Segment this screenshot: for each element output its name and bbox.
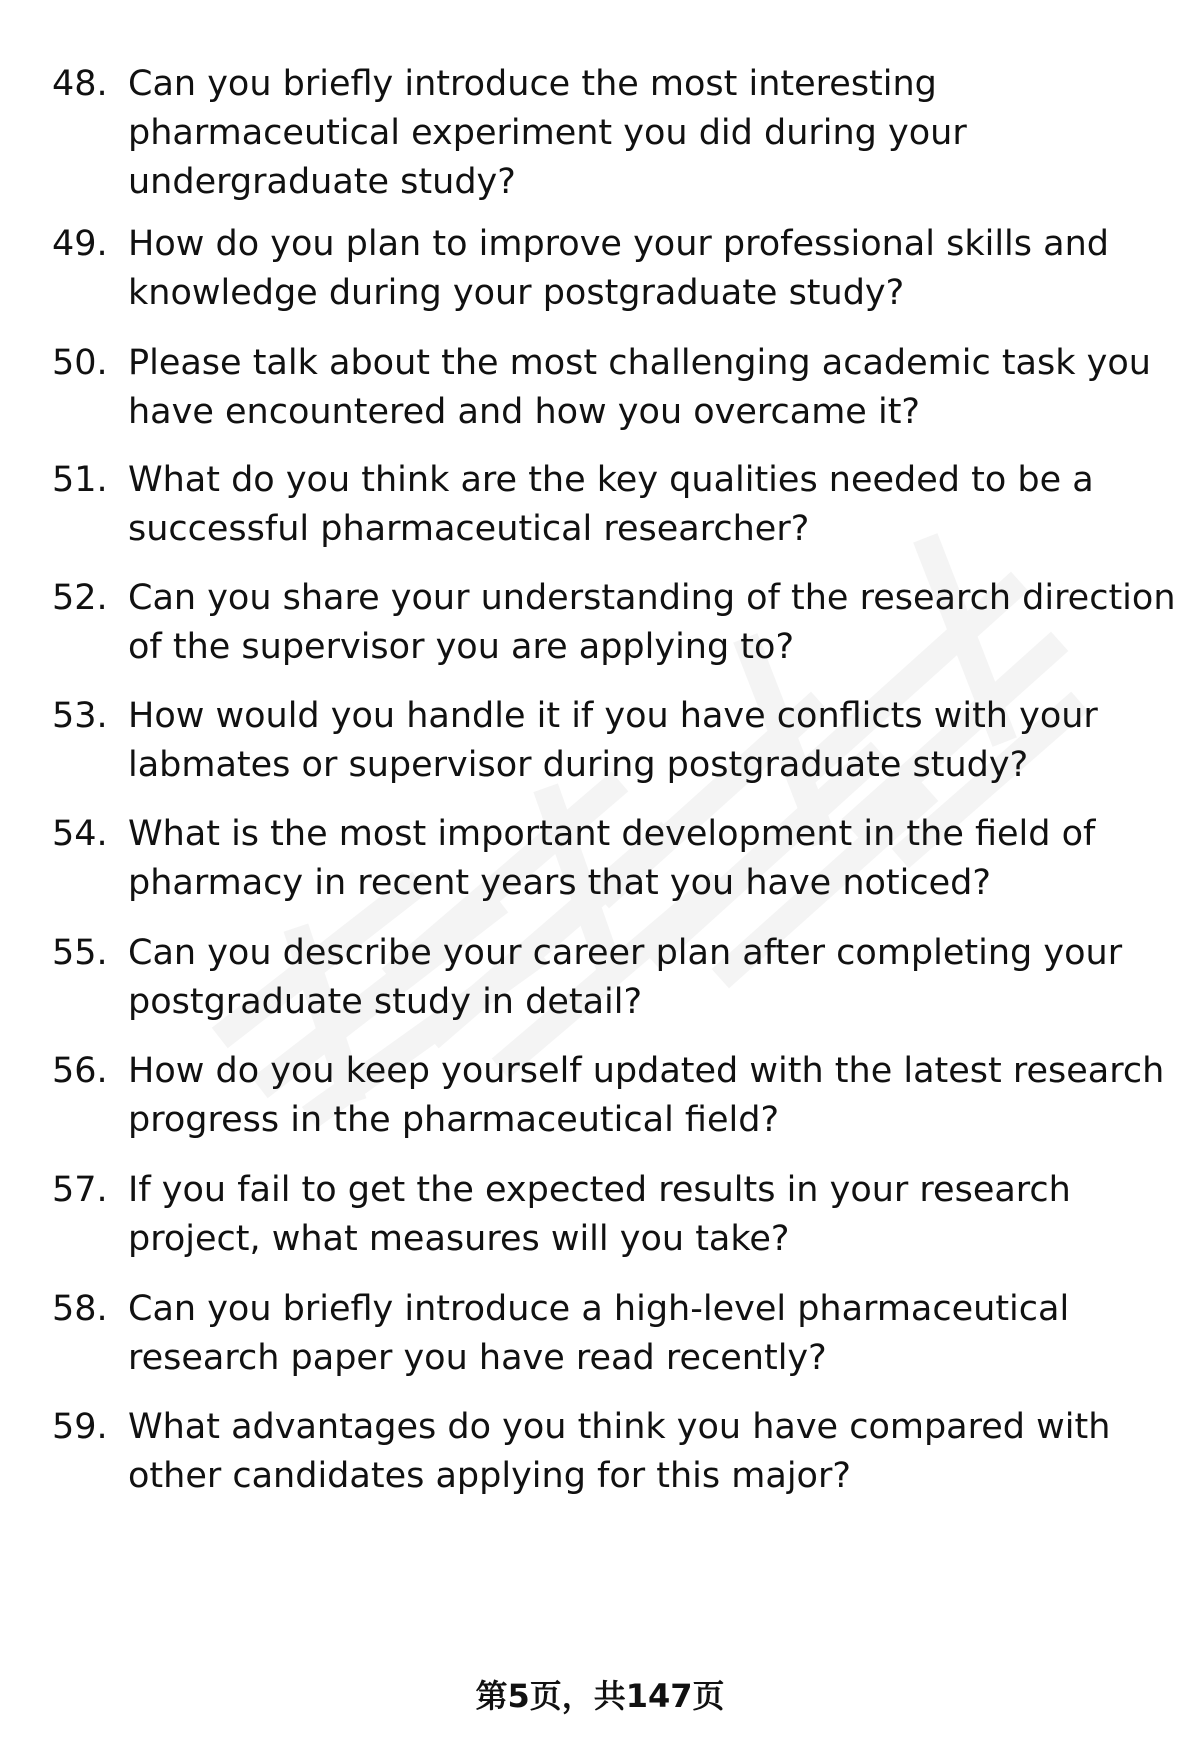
question-line: If you fail to get the expected results in your research [128, 1170, 1071, 1210]
question-text [128, 1047, 1173, 1145]
question-line: Can you share your understanding of the research direction [128, 578, 1176, 618]
question-line: Please talk about the most challenging academic task you [128, 343, 1151, 383]
question-text [128, 1403, 1173, 1501]
question-item [0, 1047, 1200, 1145]
question-line: other candidates applying for this major? [128, 1456, 851, 1496]
question-item [0, 574, 1200, 672]
question-item [0, 692, 1200, 790]
question-text [128, 456, 1173, 554]
question-item [0, 60, 1200, 207]
question-line: What do you think are the key qualities needed to be a [128, 460, 1094, 500]
question-line: progress in the pharmaceutical field? [128, 1100, 780, 1140]
question-number: 52. [52, 578, 108, 618]
question-number: 58. [52, 1289, 108, 1329]
question-line: How do you keep yourself updated with the latest research [128, 1051, 1165, 1091]
question-number: 59. [52, 1407, 108, 1447]
question-number: 48. [52, 64, 108, 104]
question-number: 50. [52, 343, 108, 383]
question-line: labmates or supervisor during postgraduate study? [128, 745, 1029, 785]
question-item [0, 220, 1200, 318]
question-text [128, 1166, 1173, 1264]
question-line: Can you describe your career plan after completing your [128, 933, 1123, 973]
question-text [128, 929, 1173, 1027]
question-line: Can you briefly introduce the most interesting [128, 64, 937, 104]
question-number: 55. [52, 933, 108, 973]
question-line: undergraduate study? [128, 162, 516, 202]
question-number: 56. [52, 1051, 108, 1091]
question-item [0, 1166, 1200, 1264]
question-item [0, 1403, 1200, 1501]
question-line: have encountered and how you overcame it? [128, 392, 920, 432]
question-line: How would you handle it if you have conflicts with your [128, 696, 1098, 736]
question-line: research paper you have read recently? [128, 1338, 827, 1378]
question-text [128, 574, 1176, 672]
question-number: 53. [52, 696, 108, 736]
question-line: What advantages do you think you have compared with [128, 1407, 1111, 1447]
question-line: Can you briefly introduce a high-level pharmaceutical [128, 1289, 1070, 1329]
question-text [128, 220, 1173, 318]
question-number: 57. [52, 1170, 108, 1210]
question-line: pharmacy in recent years that you have noticed? [128, 863, 991, 903]
question-item [0, 456, 1200, 554]
question-text [128, 339, 1173, 437]
question-line: successful pharmaceutical researcher? [128, 509, 810, 549]
question-text [128, 60, 1173, 207]
question-text [128, 692, 1173, 790]
question-line: project, what measures will you take? [128, 1219, 790, 1259]
question-item [0, 1285, 1200, 1383]
question-number: 49. [52, 224, 108, 264]
question-line: postgraduate study in detail? [128, 982, 643, 1022]
question-line: What is the most important development in the field of [128, 814, 1096, 854]
page-footer: 第5页，共147页 [475, 1677, 725, 1715]
question-line: How do you plan to improve your professional skills and [128, 224, 1109, 264]
question-line: pharmaceutical experiment you did during your [128, 113, 967, 153]
question-item [0, 810, 1200, 908]
question-item [0, 929, 1200, 1027]
question-line: knowledge during your postgraduate study? [128, 273, 905, 313]
question-number: 51. [52, 460, 108, 500]
question-text [128, 1285, 1173, 1383]
question-line: of the supervisor you are applying to? [128, 627, 795, 667]
question-number: 54. [52, 814, 108, 854]
question-item [0, 339, 1200, 437]
question-text [128, 810, 1173, 908]
